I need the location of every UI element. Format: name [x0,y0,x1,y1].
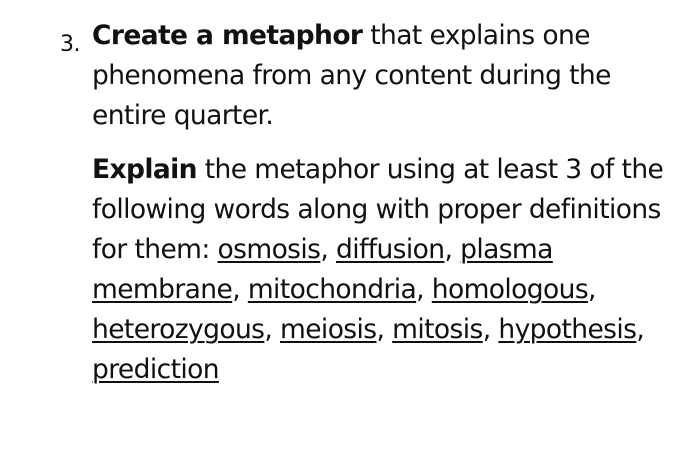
term-diffusion: diffusion [336,234,445,265]
term-mitosis: mitosis [392,314,483,345]
term-separator: , [636,314,645,345]
term-meiosis: meiosis [280,314,377,345]
explain-paragraph [92,150,667,390]
term-plasma-membrane: plasma membrane [92,234,553,305]
explain-bold-text: Explain [92,154,197,185]
term-prediction: prediction [92,354,219,385]
term-separator: , [588,274,596,305]
term-separator: , [416,274,432,305]
term-heterozygous: heterozygous [92,314,265,345]
term-separator: , [232,274,248,305]
term-homologous: homologous [431,274,589,305]
prompt-bold-text: Create a metaphor [92,20,363,51]
prompt-text: that explains one phenomena from any content during the entire quarter. [92,20,611,131]
term-separator: , [376,314,393,345]
prompt-paragraph [92,16,667,136]
term-hypothesis: hypothesis [498,314,637,345]
explain-text: the metaphor using at least 3 of the following words along with proper definitions for them: [92,154,664,265]
question-body [92,16,667,390]
term-separator: , [444,234,461,265]
term-separator: , [320,234,337,265]
term-osmosis: osmosis [217,234,321,265]
term-separator: , [264,314,281,345]
term-separator: , [482,314,499,345]
question-number: 3. [60,32,80,57]
term-mitochondria: mitochondria [247,274,417,305]
